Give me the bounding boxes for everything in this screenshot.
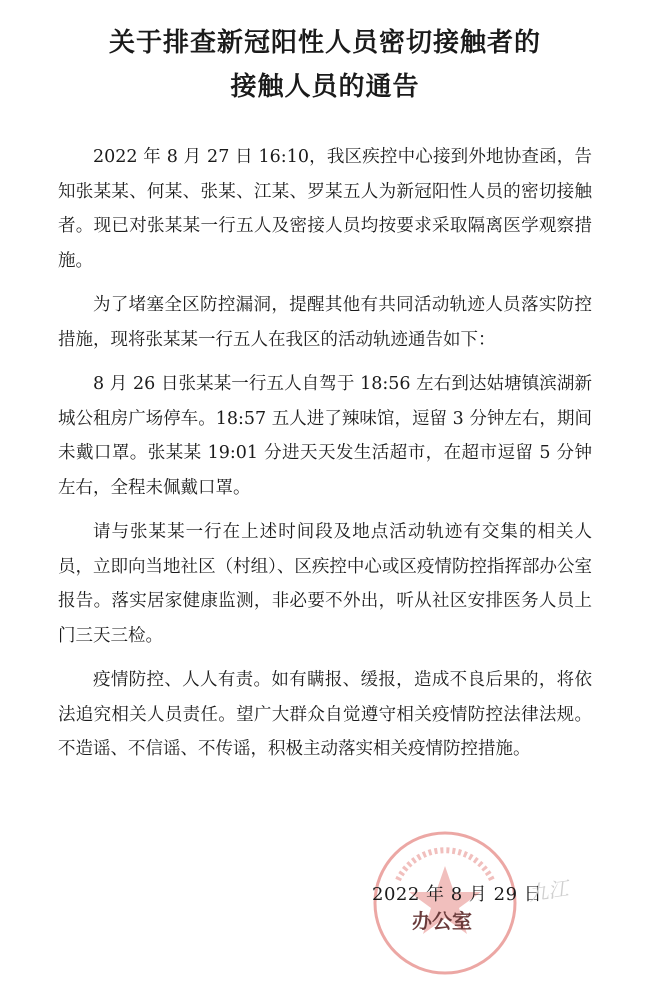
notice-title-line-1: 关于排查新冠阳性人员密切接触者的: [108, 28, 541, 58]
paragraph-warning: 疫情防控、人人有责。如有瞒报、缓报，造成不良后果的，将依法追究相关人员责任。望广大群众自觉遵守相关疫情防控法律法规。不造谣、不信谣、不传谣，积极主动落实相关疫情防控措施。: [58, 670, 592, 759]
paragraph-request: 请与张某某一行在上述时间段及地点活动轨迹有交集的相关人员，立即向当地社区（村组）、区疾控中心或区疫情防控指挥部办公室报告。落实居家健康监测，非必要不外出，听从社区安排医务人员上门三天三检。: [58, 522, 592, 646]
notice-title-line-2: 接触人员的通告: [230, 72, 420, 102]
paragraph-trajectory: 8 月 26 日张某某一行五人自驾于 18:56 左右到达姑塘镇滨湖新城公租房广场停车。18:57 五人进了辣味馆，逗留 3 分钟左右，期间未戴口罩。张某某 19:01 分进天天发生活超市，在超市逗留 5 分钟左右，全程未佩戴口罩。: [58, 374, 592, 498]
signature-date: 2022 年 8 月 29 日: [372, 884, 543, 905]
watermark: 九江: [526, 876, 570, 906]
signature-office: 办公室: [412, 909, 472, 933]
notice-body: [58, 140, 592, 777]
paragraph-purpose: 为了堵塞全区防控漏洞，提醒其他有共同活动轨迹人员落实防控措施，现将张某某一行五人在我区的活动轨迹通告如下：: [58, 295, 592, 350]
paragraph-intro: 2022 年 8 月 27 日 16:10，我区疾控中心接到外地协查函，告知张某某、何某、张某、江某、罗某五人为新冠阳性人员的密切接触者。现已对张某某一行五人及密接人员均按要求采取隔离医学观察措施。: [58, 147, 592, 271]
